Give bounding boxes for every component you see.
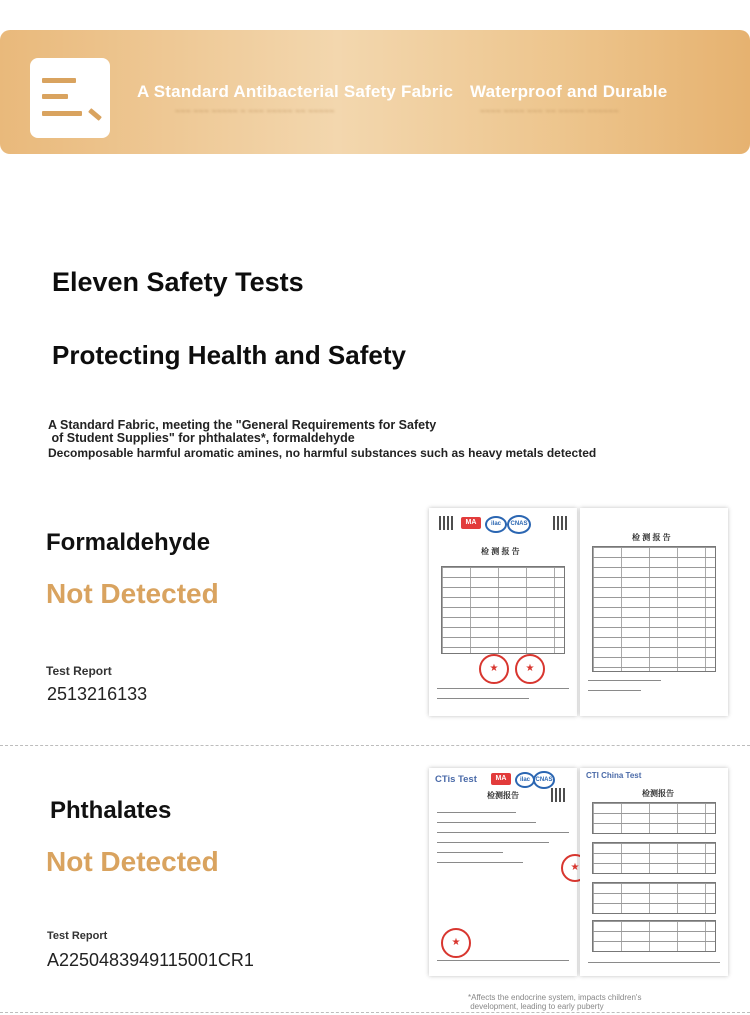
ilac-logo-icon: ilac xyxy=(485,516,507,533)
headline-2: Protecting Health and Safety xyxy=(52,340,406,370)
test-report-document-1a xyxy=(429,508,577,716)
report-label-formaldehyde: Test Report xyxy=(46,664,112,678)
footnote-line-2: development, leading to early puberty xyxy=(468,1002,604,1011)
test-result-formaldehyde: Not Detected xyxy=(46,578,219,609)
intro-line-2: of Student Supplies" for phthalates*, formaldehyde xyxy=(48,431,355,445)
doc-table xyxy=(441,566,565,654)
doc-heading: 检测报告 xyxy=(487,791,519,800)
qr-code-icon xyxy=(553,516,567,530)
red-seal-stamp: ★ xyxy=(441,928,471,958)
cnas-logo-icon: CNAS xyxy=(507,515,531,534)
menu-button[interactable] xyxy=(30,58,110,138)
test-report-document-2a xyxy=(429,768,580,976)
section-divider xyxy=(0,745,750,746)
intro-line-1: A Standard Fabric, meeting the "General Requirements for Safety xyxy=(48,418,437,432)
doc-heading: 检测报告 xyxy=(642,789,674,798)
footnote-line-1: *Affects the endocrine system, impacts children's xyxy=(468,993,642,1002)
headline-1: Eleven Safety Tests xyxy=(52,267,304,297)
test-result-phthalates: Not Detected xyxy=(46,846,219,877)
red-seal-stamp: ★ xyxy=(515,654,545,684)
test-report-document-2b xyxy=(580,768,728,976)
doc-table xyxy=(592,920,716,952)
doc-text-lines xyxy=(437,812,569,872)
cma-logo-icon: MA xyxy=(461,517,481,529)
banner-title-left: A Standard Antibacterial Safety Fabric xyxy=(137,82,454,101)
test-report-document-1b xyxy=(580,508,728,716)
doc-text-lines xyxy=(437,688,569,708)
qr-code-icon xyxy=(439,516,453,530)
ilac-logo-icon: ilac xyxy=(515,772,535,788)
doc-brand-left: CTis Test xyxy=(435,774,477,785)
bottom-divider xyxy=(0,1012,750,1013)
footnote xyxy=(468,993,641,1011)
doc-text-lines xyxy=(588,680,720,700)
red-seal-stamp: ★ xyxy=(479,654,509,684)
doc-table xyxy=(592,882,716,914)
doc-table xyxy=(592,802,716,834)
banner-subtitle-left: ~~~ ~~~ ~~~~~ ~ ~~~ ~~~~~ ~~ ~~~~~ xyxy=(175,106,335,116)
banner-subtitle-right: ~~~~ ~~~~ ~~~ ~~ ~~~~~ ~~~~~~ xyxy=(480,106,619,116)
qr-code-icon xyxy=(551,788,565,802)
report-label-phthalates: Test Report xyxy=(47,930,108,942)
test-title-phthalates: Phthalates xyxy=(50,797,172,824)
red-seal-stamp: ★ xyxy=(561,854,589,882)
test-title-formaldehyde: Formaldehyde xyxy=(46,529,211,556)
top-banner xyxy=(0,30,750,154)
doc-table xyxy=(592,546,716,672)
report-number-formaldehyde: 2513216133 xyxy=(47,684,148,704)
doc-heading: 检 测 报 告 xyxy=(632,533,671,542)
doc-heading: 检 测 报 告 xyxy=(481,547,520,556)
doc-text-lines xyxy=(588,962,720,972)
banner-title-right: Waterproof and Durable xyxy=(470,82,668,101)
cma-logo-icon: MA xyxy=(491,773,511,785)
cnas-logo-icon: CNAS xyxy=(533,771,555,789)
doc-brand-right: CTI China Test xyxy=(586,771,642,780)
report-number-phthalates: A2250483949115001CR1 xyxy=(47,950,254,970)
intro-line-3: Decomposable harmful aromatic amines, no harmful substances such as heavy metals detected xyxy=(48,446,597,460)
doc-table xyxy=(592,842,716,874)
doc-text-lines xyxy=(437,960,569,970)
